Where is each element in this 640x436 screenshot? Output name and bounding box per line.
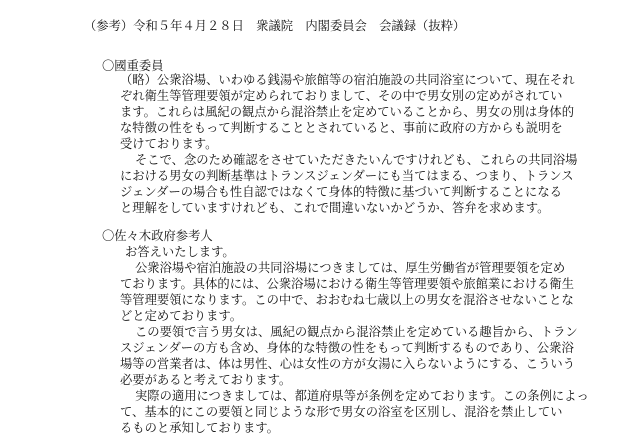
paragraph-line: ております。具体的には、公衆浴場における衛生等管理要領や旅館業における衛生: [120, 277, 575, 291]
paragraph-line: この要領で言う男女は、風紀の観点から混浴禁止を定めている趣旨から、トラン: [135, 325, 578, 339]
paragraph-line: スジェンダーの方も含め、身体的な特徴の性をもって判断するものであり、公衆浴: [120, 341, 574, 355]
paragraph-line: 必要があると考えております。: [120, 373, 292, 387]
page-title: （参考）令和５年４月２８日 衆議院 内閣委員会 会議録（抜粋）: [84, 19, 466, 33]
paragraph-line: 受けております。: [120, 137, 218, 151]
paragraph-line: 実際の適用につきましては、都道府県等が条例を定めております。この条例によっ: [135, 389, 589, 403]
paragraph-line: における男女の判断基準はトランスジェンダーにも当てはまる、つまり、トランス: [120, 169, 574, 183]
paragraph-line: ジェンダーの場合も性自認ではなくて身体的特徴に基づいて判断することになる: [120, 185, 562, 199]
paragraph-line: と理解をしていますけれども、これで間違いないかどうか、答弁を求めます。: [120, 201, 550, 215]
paragraph-line: そこで、念のため確認をさせていただきたいんですけれども、これらの共同浴場: [135, 153, 578, 167]
paragraph-line: るものと承知しております。: [120, 421, 279, 435]
paragraph-line: どと定めております。: [120, 309, 242, 323]
paragraph-line: 等管理要領になります。この中で、おおむね七歳以上の男女を混浴させないことな: [120, 293, 574, 307]
paragraph-line: 公衆浴場や宿泊施設の共同浴場につきましては、厚生労働省が管理要領を定め: [135, 261, 566, 275]
paragraph-line: な特徴の性をもって判断することとされていると、事前に政府の方からも説明を: [120, 121, 563, 135]
paragraph-line: ます。これらは風紀の観点から混浴禁止を定めていることから、男女の別は身体的: [120, 105, 575, 119]
paragraph-line: 場等の営業者は、体は男性、心は女性の方が女湯に入らないようにする、こういう: [120, 357, 575, 371]
paragraph-line: お答えいたします。: [125, 245, 235, 259]
paragraph-line: （略）公衆浴場、いわゆる銭湯や旅館等の宿泊施設の共同浴室について、現在それ: [120, 73, 575, 87]
paragraph-line: て、基本的にこの要領と同じような形で男女の浴室を区別し、混浴を禁止してい: [120, 405, 563, 419]
paragraph-line: ぞれ衛生等管理要領が定められておりまして、その中で男女別の定めがされてい: [120, 89, 563, 103]
speaker-sasaki: 〇佐々木政府参考人: [102, 229, 213, 243]
speaker-kunishige: 〇國重委員: [102, 59, 164, 73]
